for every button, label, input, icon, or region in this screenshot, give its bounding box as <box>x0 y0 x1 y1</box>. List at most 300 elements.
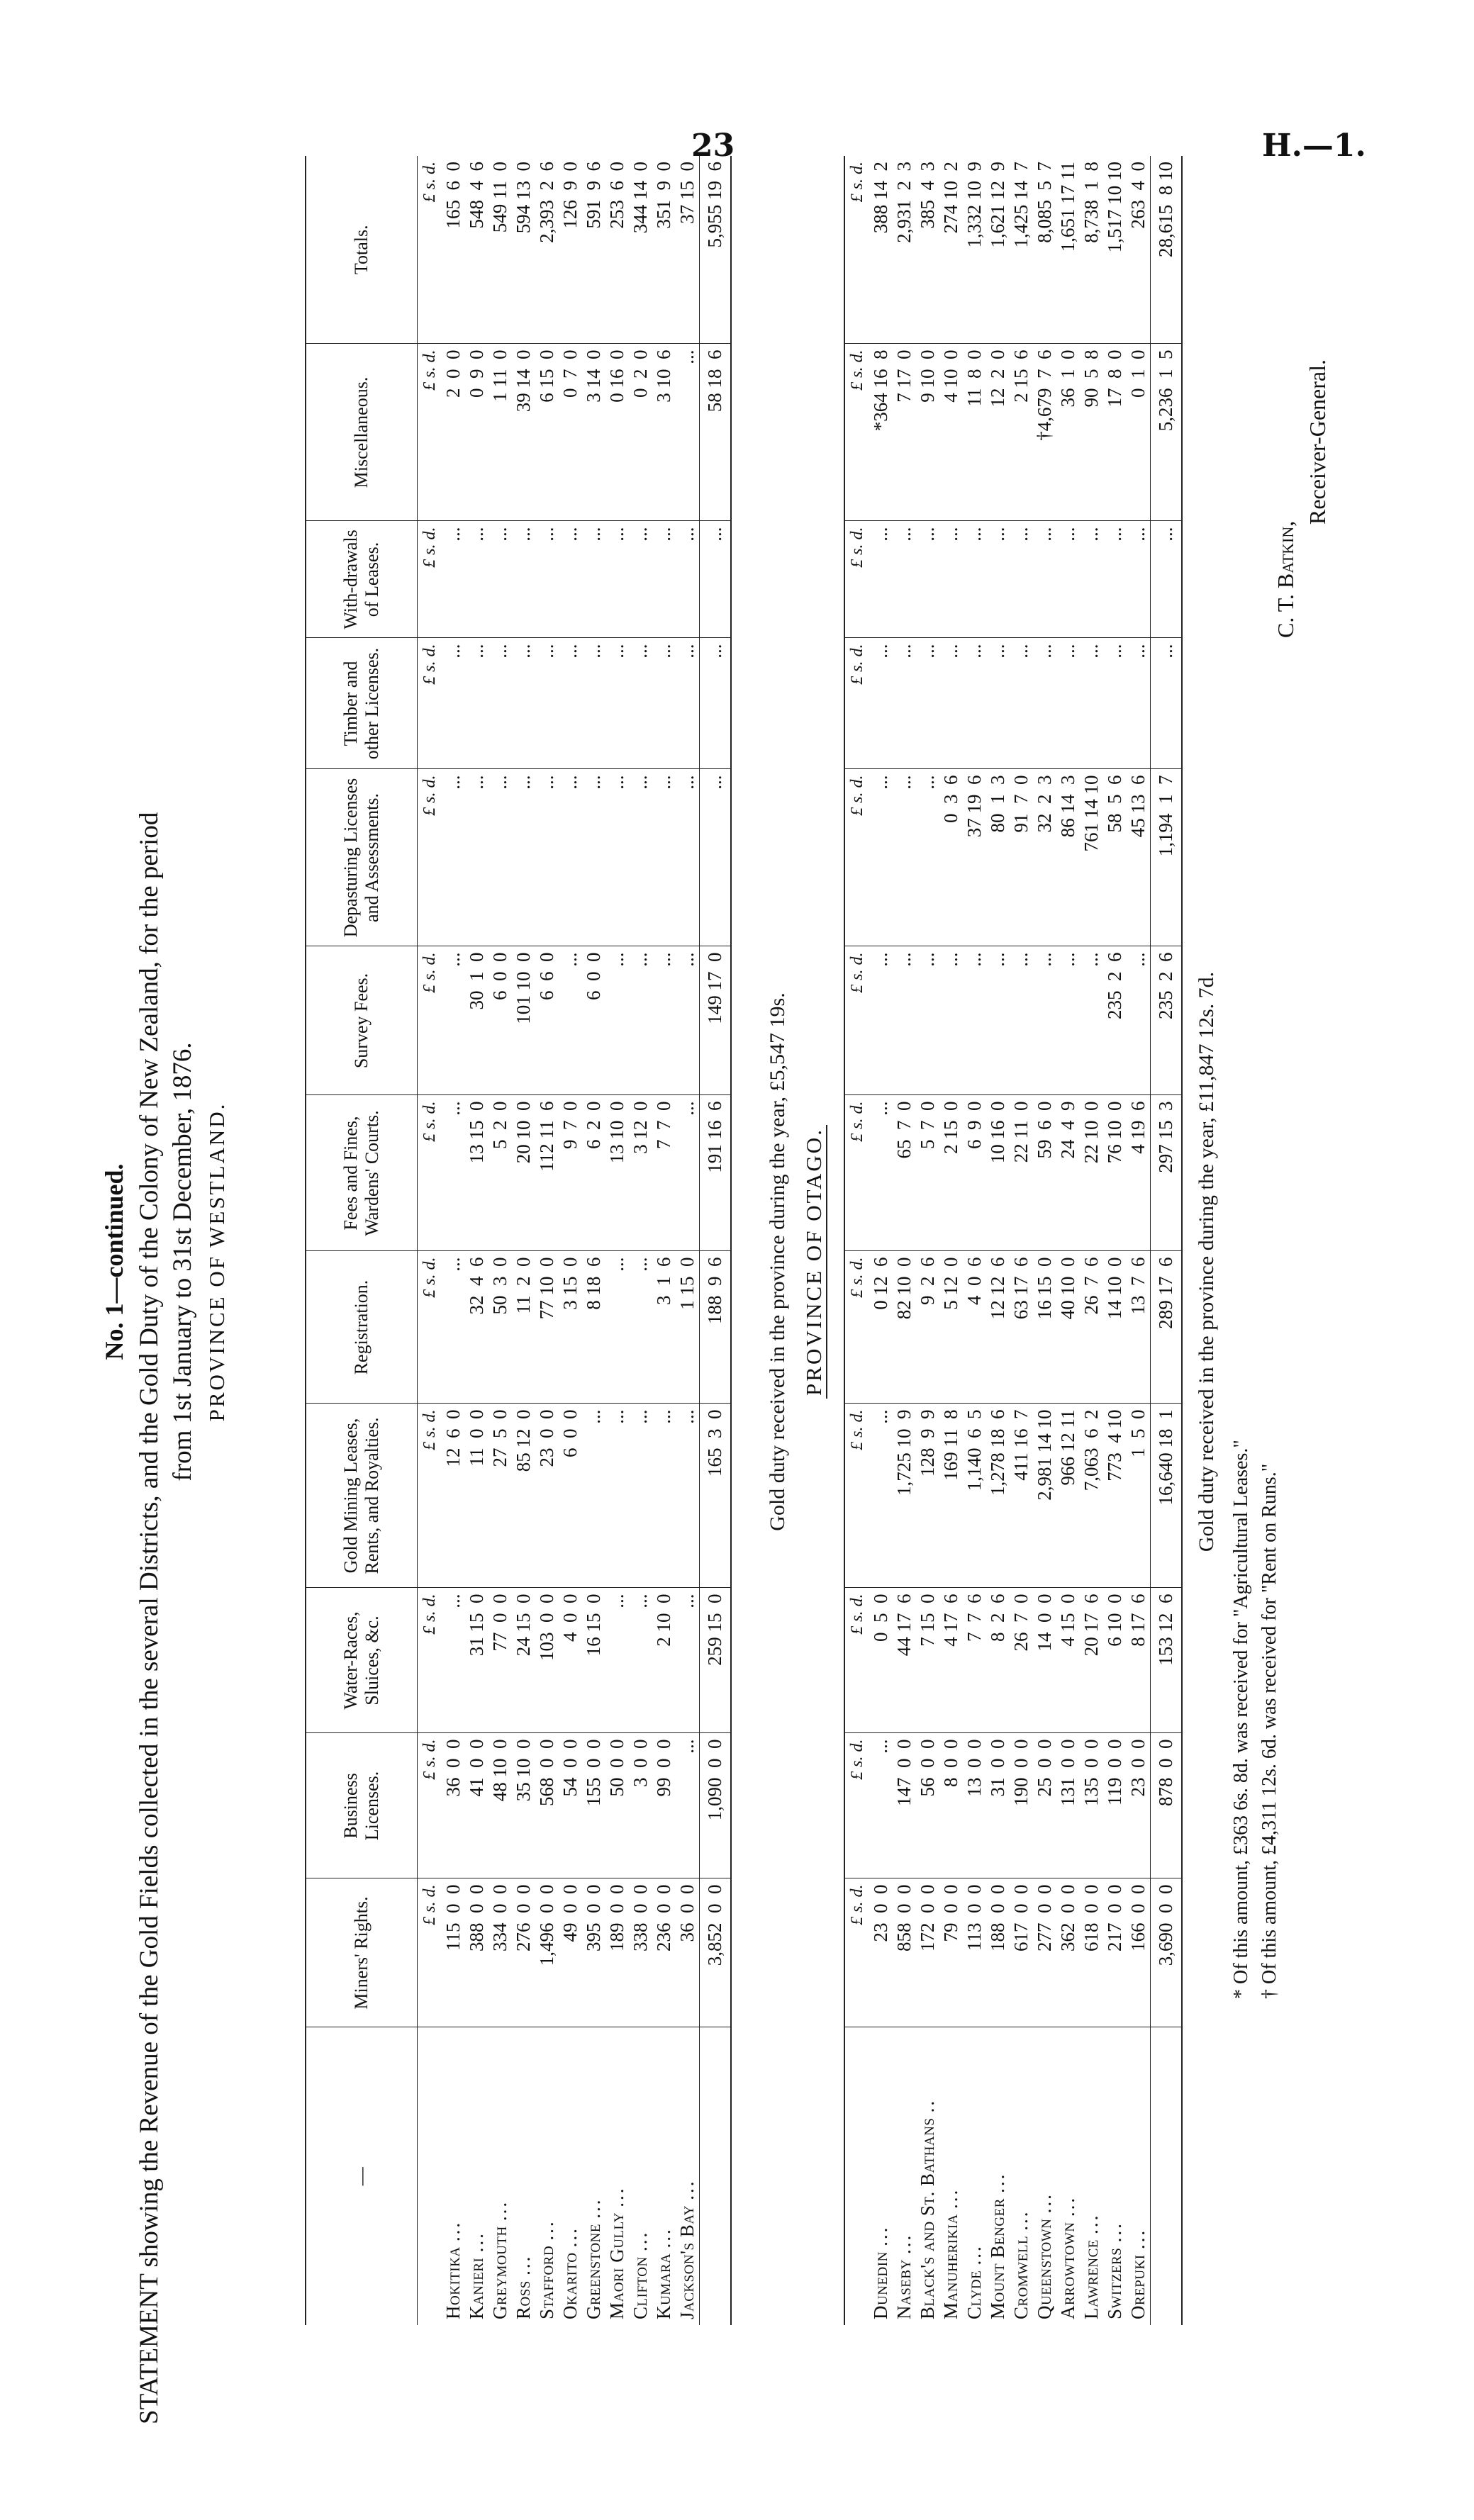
cell-registration: 40 10 0 <box>1056 1251 1080 1404</box>
table-row <box>605 156 629 2325</box>
unit-cell: £ s. d. <box>844 344 869 521</box>
cell-fees: 7 7 0 <box>652 1095 676 1251</box>
cell-timber: ... <box>1056 638 1080 769</box>
district-name <box>465 2027 488 2325</box>
cell-business: 3 0 0 <box>629 1733 652 1878</box>
cell-registration: 16 15 0 <box>1033 1251 1056 1404</box>
cell-timber: ... <box>629 638 652 769</box>
cell-mining: ... <box>652 1404 676 1588</box>
cell-fees: 13 10 0 <box>605 1095 629 1251</box>
total-miners: 3,690 0 0 <box>1151 1878 1183 2027</box>
cell-mining: ... <box>605 1404 629 1588</box>
cell-withdrawals: ... <box>1033 521 1056 638</box>
col-miners-rights: Miners' Rights. <box>306 1878 418 2027</box>
total-survey: 149 17 0 <box>700 946 732 1095</box>
province-westland-heading: PROVINCE OF WESTLAND. <box>204 1102 229 1422</box>
cell-misc: 9 10 0 <box>916 344 939 521</box>
unit-row <box>418 156 442 2325</box>
total-withdrawals: ... <box>1151 521 1183 638</box>
cell-depasturing: ... <box>869 769 893 946</box>
cell-mining: 2,981 14 10 <box>1033 1404 1056 1588</box>
cell-business: 36 0 0 <box>442 1733 465 1878</box>
cell-depasturing: ... <box>488 769 512 946</box>
col-fees-fines: Fees and Fines, Wardens' Courts. <box>306 1095 418 1251</box>
cell-depasturing: ... <box>629 769 652 946</box>
cell-totals: 1,425 14 7 <box>1010 156 1033 344</box>
cell-business: 13 0 0 <box>963 1733 986 1878</box>
cell-withdrawals: ... <box>652 521 676 638</box>
cell-withdrawals: ... <box>488 521 512 638</box>
unit-cell: £ s. d. <box>418 1404 442 1588</box>
cell-depasturing: ... <box>676 769 700 946</box>
cell-timber: ... <box>1080 638 1103 769</box>
cell-miners: 618 0 0 <box>1080 1878 1103 2027</box>
cell-fees: 5 2 0 <box>488 1095 512 1251</box>
cell-depasturing: ... <box>893 769 916 946</box>
col-business-licenses: Business Licenses. <box>306 1733 418 1878</box>
cell-totals: 165 6 0 <box>442 156 465 344</box>
leader-dots: ... <box>1034 2193 1055 2214</box>
cell-mining: ... <box>676 1404 700 1588</box>
unit-cell: £ s. d. <box>844 1251 869 1404</box>
table-row <box>442 156 465 2325</box>
cell-withdrawals: ... <box>893 521 916 638</box>
cell-fees: 65 7 0 <box>893 1095 916 1251</box>
cell-survey: ... <box>676 946 700 1095</box>
district-name <box>939 2027 963 2325</box>
leader-dots: ... <box>870 2225 891 2246</box>
cell-totals: 549 11 0 <box>488 156 512 344</box>
cell-withdrawals: ... <box>1127 521 1151 638</box>
district-name <box>1056 2027 1080 2325</box>
cell-miners: 49 0 0 <box>559 1878 582 2027</box>
cell-withdrawals: ... <box>1080 521 1103 638</box>
cell-timber: ... <box>676 638 700 769</box>
cell-survey: ... <box>442 946 465 1095</box>
cell-totals: 1,651 17 11 <box>1056 156 1080 344</box>
district-label: Okarito <box>559 2252 581 2319</box>
leader-dots: ... <box>1010 2210 1032 2231</box>
cell-business: 56 0 0 <box>916 1733 939 1878</box>
unit-cell: £ s. d. <box>844 946 869 1095</box>
cell-business: 99 0 0 <box>652 1733 676 1878</box>
cell-mining: 966 12 11 <box>1056 1404 1080 1588</box>
col-totals: Totals. <box>306 156 418 344</box>
table-row <box>1103 156 1127 2325</box>
district-name <box>869 2027 893 2325</box>
col-water-races: Water-Races, Sluices, &c. <box>306 1588 418 1733</box>
district-label: Clyde <box>964 2270 985 2319</box>
totals-label-blank <box>700 2027 732 2325</box>
cell-mining: 169 11 8 <box>939 1404 963 1588</box>
cell-misc: 11 8 0 <box>963 344 986 521</box>
cell-totals: 594 13 0 <box>512 156 535 344</box>
cell-miners: 338 0 0 <box>629 1878 652 2027</box>
statement-title: STATEMENT showing the Revenue of the Gold Fields collected in the several Districts, and the Gold Duty of the Colony of New Zealand, for the period <box>135 812 164 2424</box>
totals-label-blank <box>1151 2027 1183 2325</box>
cell-survey: 6 0 0 <box>488 946 512 1095</box>
cell-timber: ... <box>869 638 893 769</box>
cell-timber: ... <box>1010 638 1033 769</box>
cell-water: ... <box>605 1588 629 1733</box>
total-misc: 58 18 6 <box>700 344 732 521</box>
cell-fees: ... <box>442 1095 465 1251</box>
cell-totals: 274 10 2 <box>939 156 963 344</box>
cell-misc: 7 17 0 <box>893 344 916 521</box>
cell-miners: 172 0 0 <box>916 1878 939 2027</box>
cell-timber: ... <box>916 638 939 769</box>
total-registration: 188 9 6 <box>700 1251 732 1404</box>
cell-timber: ... <box>652 638 676 769</box>
cell-timber: ... <box>488 638 512 769</box>
leader-dots: .. <box>917 2098 938 2113</box>
cell-miners: 166 0 0 <box>1127 1878 1151 2027</box>
cell-miners: 276 0 0 <box>512 1878 535 2027</box>
cell-miners: 1,496 0 0 <box>535 1878 559 2027</box>
cell-depasturing: 0 3 6 <box>939 769 963 946</box>
cell-survey: ... <box>605 946 629 1095</box>
district-label: Lawrence <box>1081 2239 1102 2319</box>
unit-cell: £ s. d. <box>418 344 442 521</box>
cell-withdrawals: ... <box>869 521 893 638</box>
statement-period: from 1st January to 31st December, 1876. <box>168 1042 197 1482</box>
district-label: Cromwell <box>1010 2235 1032 2319</box>
unit-cell-blank <box>844 2027 869 2325</box>
unit-cell: £ s. d. <box>418 1095 442 1251</box>
westland-table <box>305 156 732 2325</box>
cell-survey: 6 6 0 <box>535 946 559 1095</box>
cell-water: 0 5 0 <box>869 1588 893 1733</box>
cell-withdrawals: ... <box>512 521 535 638</box>
cell-business: 119 0 0 <box>1103 1733 1127 1878</box>
district-label: Ross <box>513 2280 534 2319</box>
cell-depasturing: 761 14 10 <box>1080 769 1103 946</box>
district-name <box>1010 2027 1033 2325</box>
cell-fees: 112 11 6 <box>535 1095 559 1251</box>
cell-business: ... <box>676 1733 700 1878</box>
cell-registration: ... <box>629 1251 652 1404</box>
table-row <box>869 156 893 2325</box>
cell-timber: ... <box>559 638 582 769</box>
total-misc: 5,236 1 5 <box>1151 344 1183 521</box>
cell-totals: 388 14 2 <box>869 156 893 344</box>
cell-totals: 591 9 6 <box>582 156 605 344</box>
table-row <box>535 156 559 2325</box>
cell-withdrawals: ... <box>559 521 582 638</box>
cell-withdrawals: ... <box>582 521 605 638</box>
cell-misc: 17 8 0 <box>1103 344 1127 521</box>
unit-cell: £ s. d. <box>418 521 442 638</box>
statement-heading <box>99 99 230 2424</box>
leader-dots: ... <box>536 2219 557 2241</box>
cell-depasturing: ... <box>582 769 605 946</box>
leader-dots: ... <box>964 2244 985 2266</box>
document-code: H.—1. <box>1262 128 1366 164</box>
table-row <box>465 156 488 2325</box>
cell-totals: 8,738 1 8 <box>1080 156 1103 344</box>
col-mining-leases: Gold Mining Leases, Rents, and Royalties. <box>306 1404 418 1588</box>
cell-water: 20 17 6 <box>1080 1588 1103 1733</box>
leader-dots: ... <box>489 2200 510 2222</box>
cell-depasturing: 45 13 6 <box>1127 769 1151 946</box>
district-name <box>652 2027 676 2325</box>
cell-misc: 0 9 0 <box>465 344 488 521</box>
col-timber: Timber and other Licenses. <box>306 638 418 769</box>
table-row <box>652 156 676 2325</box>
unit-cell: £ s. d. <box>844 1095 869 1251</box>
cell-timber: ... <box>939 638 963 769</box>
cell-totals: 344 14 0 <box>629 156 652 344</box>
cell-survey: ... <box>1127 946 1151 1095</box>
total-survey: 235 2 6 <box>1151 946 1183 1095</box>
cell-timber: ... <box>1127 638 1151 769</box>
cell-withdrawals: ... <box>963 521 986 638</box>
table-row <box>488 156 512 2325</box>
cell-registration: 26 7 6 <box>1080 1251 1103 1404</box>
cell-fees: 9 7 0 <box>559 1095 582 1251</box>
district-name <box>535 2027 559 2325</box>
district-label: Manuherikia <box>940 2214 961 2319</box>
leader-dots: ... <box>1057 2195 1078 2217</box>
total-totals: 5,955 19 6 <box>700 156 732 344</box>
cell-mining: 7,063 6 2 <box>1080 1404 1103 1588</box>
leader-dots: ... <box>1104 2222 1125 2243</box>
col-district: — <box>306 2027 418 2325</box>
cell-business: 147 0 0 <box>893 1733 916 1878</box>
cell-fees: 6 9 0 <box>963 1095 986 1251</box>
cell-fees: ... <box>869 1095 893 1251</box>
table-row <box>1056 156 1080 2325</box>
cell-water: ... <box>442 1588 465 1733</box>
cell-water: 16 15 0 <box>582 1588 605 1733</box>
cell-business: 35 10 0 <box>512 1733 535 1878</box>
cell-fees: 5 7 0 <box>916 1095 939 1251</box>
cell-survey: 6 0 0 <box>582 946 605 1095</box>
district-label: Kanieri <box>466 2257 487 2319</box>
district-name <box>893 2027 916 2325</box>
total-timber: ... <box>1151 638 1183 769</box>
district-name <box>442 2027 465 2325</box>
cell-fees: ... <box>676 1095 700 1251</box>
cell-survey: ... <box>1080 946 1103 1095</box>
header-row <box>306 156 418 2325</box>
cell-survey: 235 2 6 <box>1103 946 1127 1095</box>
cell-miners: 189 0 0 <box>605 1878 629 2027</box>
cell-withdrawals: ... <box>535 521 559 638</box>
table-row <box>629 156 652 2325</box>
cell-registration: 5 12 0 <box>939 1251 963 1404</box>
cell-misc: ... <box>676 344 700 521</box>
cell-mining: 12 6 0 <box>442 1404 465 1588</box>
totals-row <box>1151 156 1183 2325</box>
cell-mining: 27 5 0 <box>488 1404 512 1588</box>
district-label: Black's and St. Bathans <box>917 2117 938 2319</box>
district-label: Arrowtown <box>1057 2222 1078 2319</box>
signatory-name: C. T. Batkin, <box>1273 520 1298 638</box>
cell-business: 50 0 0 <box>605 1733 629 1878</box>
district-name <box>559 2027 582 2325</box>
cell-depasturing: 86 14 3 <box>1056 769 1080 946</box>
cell-misc: †4,679 7 6 <box>1033 344 1056 521</box>
total-depasturing: 1,194 1 7 <box>1151 769 1183 946</box>
cell-withdrawals: ... <box>605 521 629 638</box>
cell-miners: 362 0 0 <box>1056 1878 1080 2027</box>
cell-timber: ... <box>535 638 559 769</box>
cell-fees: 24 4 9 <box>1056 1095 1080 1251</box>
table-row <box>1080 156 1103 2325</box>
cell-survey: ... <box>1010 946 1033 1095</box>
table-row <box>1033 156 1056 2325</box>
table-row <box>582 156 605 2325</box>
cell-water: 7 15 0 <box>916 1588 939 1733</box>
district-name <box>963 2027 986 2325</box>
leader-dots: ... <box>606 2186 627 2207</box>
cell-withdrawals: ... <box>442 521 465 638</box>
cell-survey: ... <box>939 946 963 1095</box>
unit-cell: £ s. d. <box>418 1251 442 1404</box>
cell-fees: 20 10 0 <box>512 1095 535 1251</box>
cell-registration: ... <box>605 1251 629 1404</box>
cell-misc: 1 11 0 <box>488 344 512 521</box>
cell-registration: 1 15 0 <box>676 1251 700 1404</box>
leader-dots: ... <box>466 2231 487 2253</box>
cell-misc: 12 2 0 <box>986 344 1010 521</box>
table-row <box>939 156 963 2325</box>
total-business: 878 0 0 <box>1151 1733 1183 1878</box>
cell-registration: 9 2 6 <box>916 1251 939 1404</box>
unit-cell: £ s. d. <box>844 1404 869 1588</box>
cell-water: 8 2 6 <box>986 1588 1010 1733</box>
cell-timber: ... <box>605 638 629 769</box>
cell-water: 6 10 0 <box>1103 1588 1127 1733</box>
cell-fees: 22 10 0 <box>1080 1095 1103 1251</box>
cell-withdrawals: ... <box>465 521 488 638</box>
cell-miners: 395 0 0 <box>582 1878 605 2027</box>
district-label: Orepuki <box>1127 2254 1149 2319</box>
page-number: 23 <box>691 128 735 164</box>
leader-dots: ... <box>676 2179 698 2200</box>
col-depasturing: Depasturing Licenses and Assessments. <box>306 769 418 946</box>
unit-cell: £ s. d. <box>418 1733 442 1878</box>
cell-totals: 1,621 12 9 <box>986 156 1010 344</box>
cell-miners: 217 0 0 <box>1103 1878 1127 2027</box>
district-label: Switzers <box>1104 2247 1125 2319</box>
district-name <box>1127 2027 1151 2325</box>
cell-fees: 4 19 6 <box>1127 1095 1151 1251</box>
cell-mining: 11 0 0 <box>465 1404 488 1588</box>
cell-miners: 36 0 0 <box>676 1878 700 2027</box>
cell-business: 54 0 0 <box>559 1733 582 1878</box>
total-miners: 3,852 0 0 <box>700 1878 732 2027</box>
cell-miners: 113 0 0 <box>963 1878 986 2027</box>
unit-cell: £ s. d. <box>418 1588 442 1733</box>
table-row <box>893 156 916 2325</box>
cell-registration: 63 17 6 <box>1010 1251 1033 1404</box>
district-name <box>1033 2027 1056 2325</box>
total-water: 153 12 6 <box>1151 1588 1183 1733</box>
cell-depasturing: 58 5 6 <box>1103 769 1127 946</box>
cell-misc: 3 14 0 <box>582 344 605 521</box>
province-otago-heading <box>801 99 827 2424</box>
leader-dots: ... <box>559 2227 581 2248</box>
cell-business: 155 0 0 <box>582 1733 605 1878</box>
cell-totals: 253 6 0 <box>605 156 629 344</box>
cell-mining: ... <box>869 1404 893 1588</box>
cell-miners: 115 0 0 <box>442 1878 465 2027</box>
cell-fees: 3 12 0 <box>629 1095 652 1251</box>
cell-survey: 101 10 0 <box>512 946 535 1095</box>
col-registration: Registration. <box>306 1251 418 1404</box>
leader-dots: ... <box>893 2233 915 2254</box>
footnote-rent-on-runs: † Of this amount, £4,311 12s. 6d. was received for "Rent on Runs." <box>1258 1463 1280 1999</box>
district-label: Dunedin <box>870 2251 891 2319</box>
cell-water: 14 0 0 <box>1033 1588 1056 1733</box>
cell-timber: ... <box>465 638 488 769</box>
cell-mining: ... <box>582 1404 605 1588</box>
cell-water: 103 0 0 <box>535 1588 559 1733</box>
cell-timber: ... <box>893 638 916 769</box>
cell-business: 131 0 0 <box>1056 1733 1080 1878</box>
cell-miners: 23 0 0 <box>869 1878 893 2027</box>
cell-miners: 858 0 0 <box>893 1878 916 2027</box>
district-label: Stafford <box>536 2245 557 2319</box>
cell-depasturing: ... <box>916 769 939 946</box>
district-label: Mount Benger <box>987 2198 1008 2319</box>
unit-cell: £ s. d. <box>418 946 442 1095</box>
table-row <box>676 156 700 2325</box>
cell-fees: 10 16 0 <box>986 1095 1010 1251</box>
cell-depasturing: 91 7 0 <box>1010 769 1033 946</box>
unit-cell-blank <box>418 2027 442 2325</box>
cell-water: 2 10 0 <box>652 1588 676 1733</box>
cell-water: 7 7 6 <box>963 1588 986 1733</box>
district-label: Hokitika <box>442 2246 464 2319</box>
cell-depasturing: 32 2 3 <box>1033 769 1056 946</box>
province-otago-label: PROVINCE OF OTAGO. <box>801 1125 827 1399</box>
leader-dots: ... <box>630 2230 651 2252</box>
cell-mining: 85 12 0 <box>512 1404 535 1588</box>
cell-misc: 0 7 0 <box>559 344 582 521</box>
cell-withdrawals: ... <box>1056 521 1080 638</box>
cell-survey: ... <box>1033 946 1056 1095</box>
leader-dots: ... <box>940 2188 961 2209</box>
cell-totals: 2,931 2 3 <box>893 156 916 344</box>
cell-totals: 263 4 0 <box>1127 156 1151 344</box>
cell-miners: 617 0 0 <box>1010 1878 1033 2027</box>
cell-depasturing: ... <box>605 769 629 946</box>
district-label: Clifton <box>630 2256 651 2319</box>
otago-body <box>844 156 1182 2325</box>
unit-cell: £ s. d. <box>844 1588 869 1733</box>
leader-dots: ... <box>1081 2213 1102 2234</box>
cell-fees: 13 15 0 <box>465 1095 488 1251</box>
cell-registration: 32 4 6 <box>465 1251 488 1404</box>
cell-water: 44 17 6 <box>893 1588 916 1733</box>
table-row <box>512 156 535 2325</box>
cell-mining: 1 5 0 <box>1127 1404 1151 1588</box>
cell-water: 4 17 6 <box>939 1588 963 1733</box>
cell-misc: 0 1 0 <box>1127 344 1151 521</box>
unit-cell: £ s. d. <box>418 769 442 946</box>
cell-depasturing: ... <box>535 769 559 946</box>
table-row <box>1127 156 1151 2325</box>
cell-depasturing: ... <box>559 769 582 946</box>
cell-water: 4 0 0 <box>559 1588 582 1733</box>
total-water: 259 15 0 <box>700 1588 732 1733</box>
total-withdrawals: ... <box>700 521 732 638</box>
cell-fees: 59 6 0 <box>1033 1095 1056 1251</box>
cell-water: 24 15 0 <box>512 1588 535 1733</box>
